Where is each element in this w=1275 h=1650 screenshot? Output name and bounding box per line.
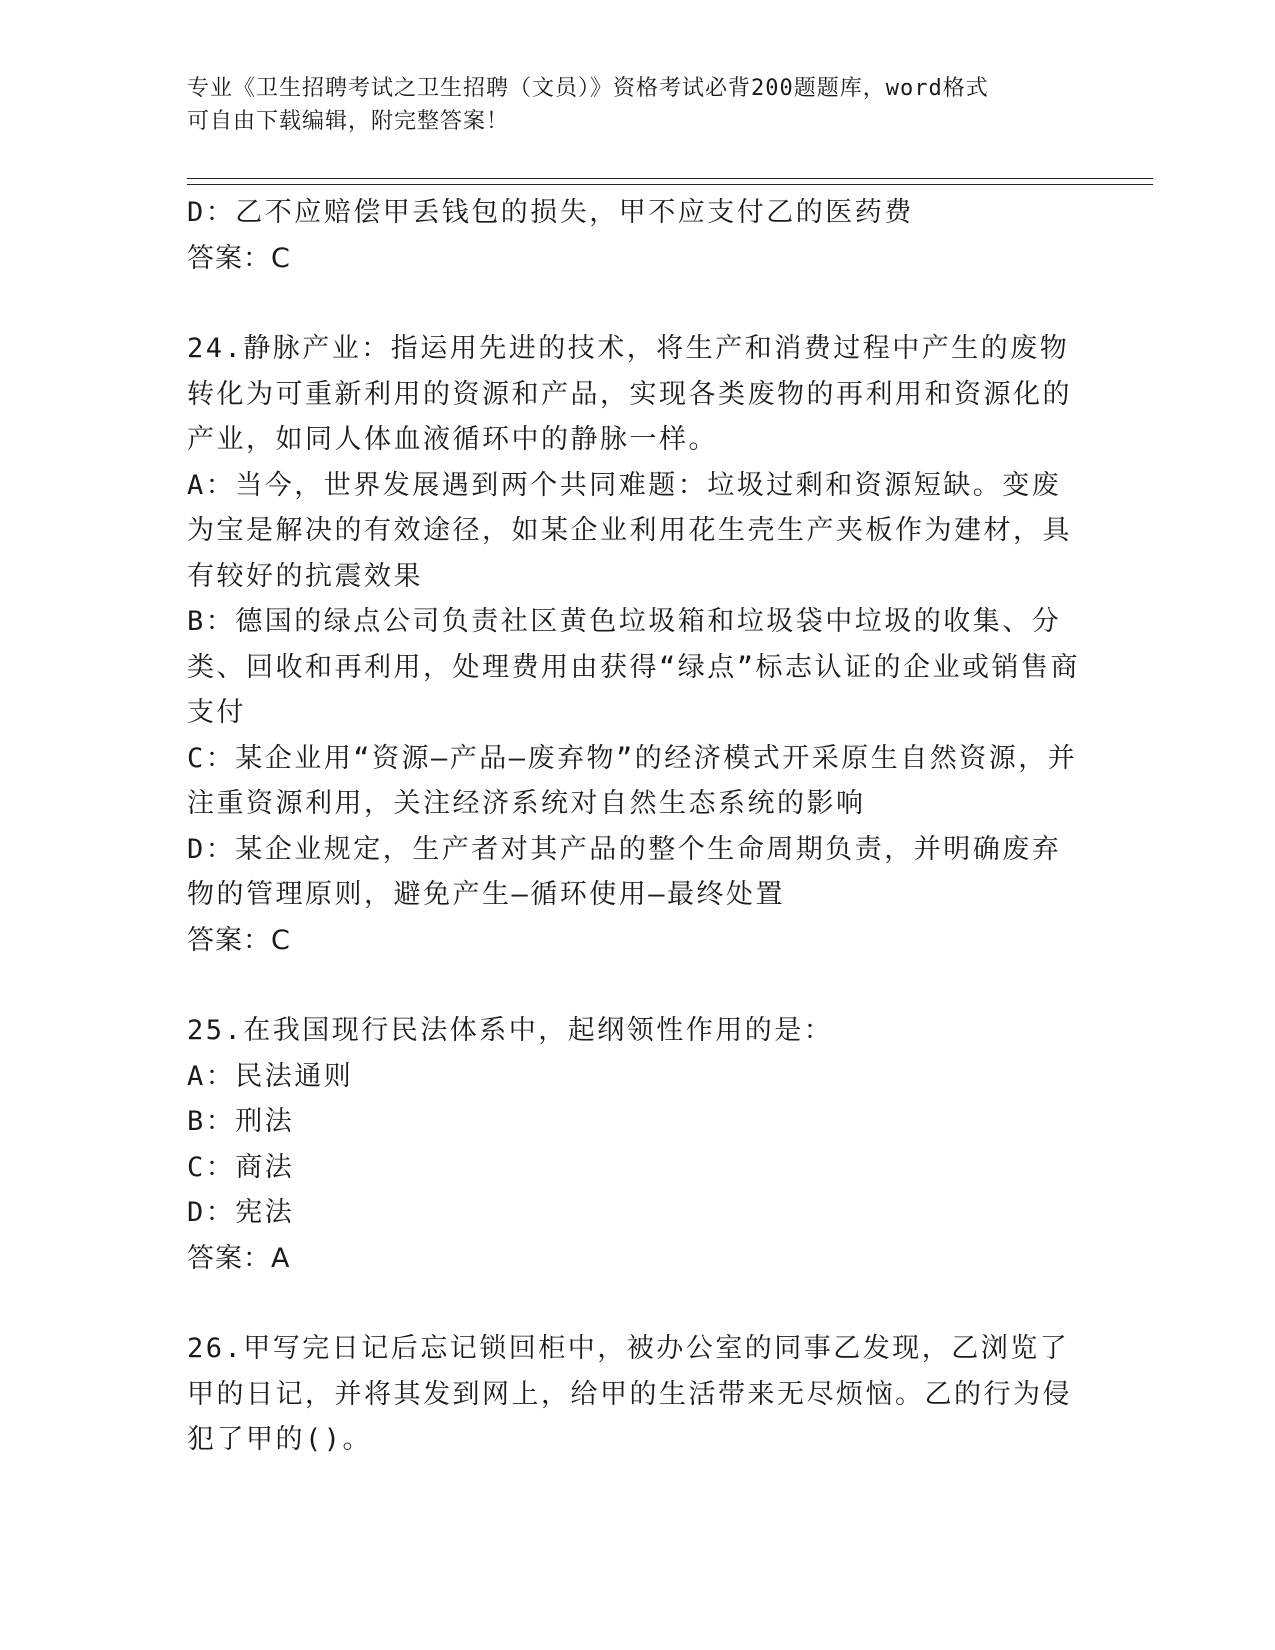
option-b: B：刑法: [187, 1106, 295, 1137]
question-23-tail: [187, 190, 1087, 281]
option-d: D：宪法: [187, 1197, 295, 1228]
option-b: B：德国的绿点公司负责社区黄色垃圾箱和垃圾袋中垃圾的收集、分类、回收和再利用，处理费用由获得“绿点”标志认证的企业或销售商支付: [187, 606, 1081, 728]
question-stem: 26.甲写完日记后忘记锁回柜中，被办公室的同事乙发现，乙浏览了甲的日记，并将其发到网上，给甲的生活带来无尽烦恼。乙的行为侵犯了甲的()。: [187, 1333, 1072, 1455]
spacer: [187, 963, 1087, 1008]
answer-line: 答案：C: [187, 242, 291, 274]
header-title-line-2: 可自由下载编辑，附完整答案！: [187, 109, 510, 134]
question-stem: 24.静脉产业：指运用先进的技术，将生产和消费过程中产生的废物转化为可重新利用的资源和产品，实现各类废物的再利用和资源化的产业，如同人体血液循环中的静脉一样。: [187, 333, 1072, 455]
answer-line: 答案：C: [187, 924, 291, 956]
page-header: [187, 72, 1067, 138]
option-c: C：某企业用“资源—产品—废弃物”的经济模式开采原生自然资源，并注重资源利用，关注经济系统对自然生态系统的影响: [187, 742, 1078, 819]
option-d: D：某企业规定，生产者对其产品的整个生命周期负责，并明确废弃物的管理原则，避免产生—循环使用—最终处置: [187, 833, 1062, 910]
header-divider: [187, 178, 1153, 185]
question-25: [187, 1008, 1087, 1281]
document-body: [187, 190, 1087, 1463]
answer-line: 答案：A: [187, 1242, 291, 1274]
spacer: [187, 281, 1087, 326]
option-a: A：民法通则: [187, 1060, 354, 1092]
question-26: [187, 1326, 1087, 1463]
option-a: A：当今，世界发展遇到两个共同难题：垃圾过剩和资源短缺。变废为宝是解决的有效途径，如某企业利用花生壳生产夹板作为建材，具有较好的抗震效果: [187, 469, 1072, 592]
question-24: [187, 326, 1087, 963]
header-title-line-1: 专业《卫生招聘考试之卫生招聘（文员）》资格考试必背200题题库，word格式: [187, 76, 989, 101]
option-d: D：乙不应赔偿甲丢钱包的损失，甲不应支付乙的医药费: [187, 197, 914, 228]
question-stem: 25.在我国现行民法体系中，起纲领性作用的是：: [187, 1015, 834, 1046]
option-c: C：商法: [187, 1151, 295, 1183]
spacer: [187, 1281, 1087, 1326]
